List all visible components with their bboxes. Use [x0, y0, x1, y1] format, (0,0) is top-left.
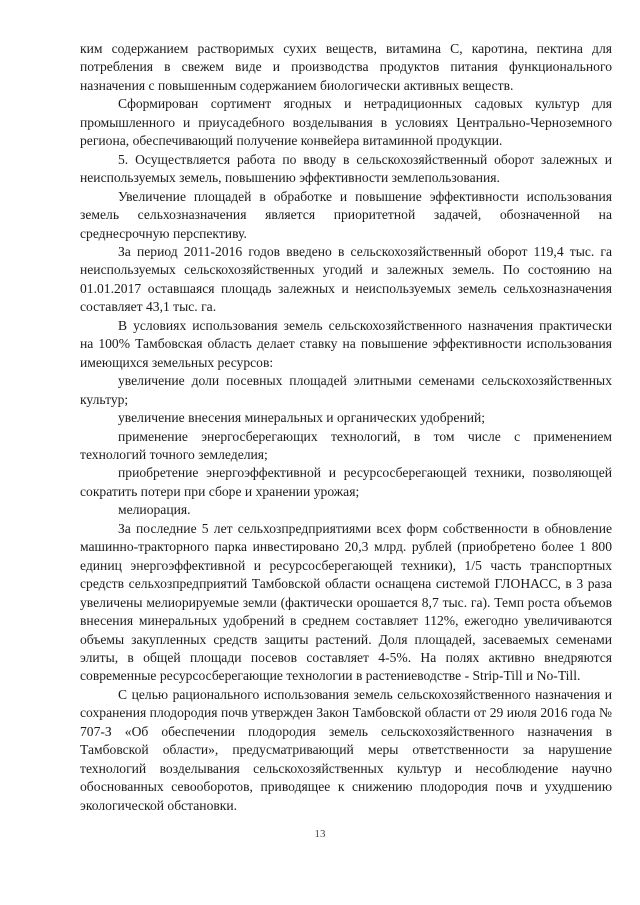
paragraph-period-2011-2016: За период 2011-2016 годов введено в сельскохозяйственный оборот 119,4 тыс. га неиспользуемых сельскохозяйственных угодий и залежных земель. По состоянию на 01.01.2017 оставшаяся площадь залежных и неиспользуемых земель сельхозназначения составляет 43,1 тыс. га.: [80, 243, 612, 315]
list-item-seeds: увеличение доли посевных площадей элитными семенами сельскохозяйственных культур;: [80, 373, 612, 407]
list-item-melioration: мелиорация.: [118, 502, 191, 518]
paragraph-berry-assortment: Сформирован сортимент ягодных и нетрадиционных садовых культур для промышленного и приусадебного возделывания в условиях Центрально-Черноземного региона, обеспечивающий получение конвейера витаминной продукции.: [80, 96, 612, 149]
page-number: 13: [314, 828, 326, 840]
paragraph-last-5-years: За последние 5 лет сельхозпредприятиями всех форм собственности в обновление машинно-тракторного парка инвестировано 20,3 млрд. рублей (приобретено более 1 800 единиц энергоэффективной и ресурсосберегающей техники), 1/5 часть транспортных средств сельхозпредприятий Тамбовской области оснащена системой ГЛОНАСС, в 3 раза увеличены мелиорируемые земли (фактически орошается 8,7 тыс. га). Темп роста объемов внесения минеральных удобрений в среднем составляет 112%, ежегодно увеличиваются объемы закупленных средств защиты растений. Доля площадей, засеваемых семенами элиты, в общей площади посевов составляет 4-5%. На полях активно внедряются современные ресурсосберегающие технологии в растениеводстве - Strip-Till и No-Till.: [80, 520, 612, 684]
list-item-fertilizers: увеличение внесения минеральных и органических удобрений;: [118, 410, 486, 426]
paragraph-law: С целью рационального использования земель сельскохозяйственного назначения и сохранения плодородия почв утвержден Закон Тамбовской области от 29 июля 2016 года № 707-З «Об обеспечении плодородия земель сельскохозяйственного назначения в Тамбовской области», предусматривающий меры ответственности за нарушение технологий возделывания сельскохозяйственных культур и несоблюдение научно обоснованных севооборотов, приводящее к снижению плодородия почв и ухудшению экологической обстановки.: [80, 686, 612, 813]
paragraph-item-5: 5. Осуществляется работа по вводу в сельскохозяйственный оборот залежных и неиспользуемых земель, повышению эффективности землепользования.: [80, 151, 612, 186]
paragraph-efficiency: В условиях использования земель сельскохозяйственного назначения практически на 100% Тамбовская область делает ставку на повышение эффективности использования имеющихся земельных ресурсов:: [80, 317, 612, 370]
body-text: [80, 40, 612, 815]
list-item-energy-saving: применение энергосберегающих технологий, в том числе с применением технологий точного земледелия;: [80, 428, 612, 462]
paragraph-priority: Увеличение площадей в обработке и повышение эффективности использования земель сельхозназначения является приоритетной задачей, обозначенной на среднесрочную перспективу.: [80, 188, 612, 241]
paragraph-continuation: ким содержанием растворимых сухих веществ, витамина С, каротина, пектина для потребления в свежем виде и производства продуктов питания функционального назначения с повышенным содержанием биологически активных веществ.: [80, 41, 612, 93]
list-item-machinery: приобретение энергоэффективной и ресурсосберегающей техники, позволяющей сократить потери при сборе и хранении урожая;: [80, 465, 612, 499]
